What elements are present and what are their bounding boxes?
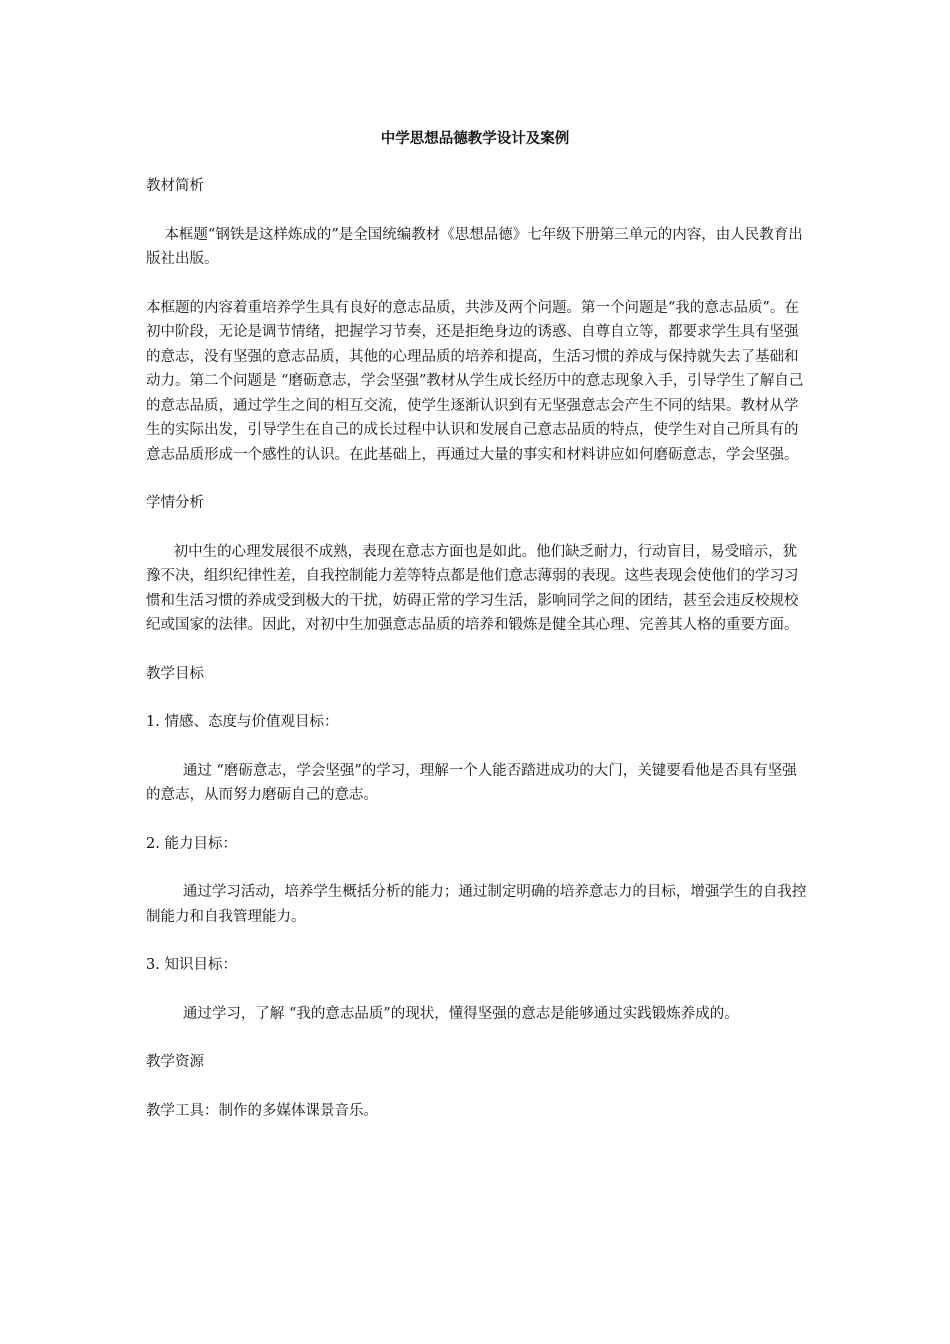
goal-3-text: 通过学习，了解 “我的意志品质”的现状，懂得坚强的意志是能够通过实践锻炼养成的。 [146, 1005, 739, 1022]
paragraph-textbook-intro: 本框题“钢铁是这样炼成的”是全国统编教材《思想品德》七年级下册第三单元的内容，由人民教育出版社出版。 [146, 226, 803, 267]
paragraph-textbook-content: 本框题的内容着重培养学生具有良好的意志品质，共涉及两个问题。第一个问题是“我的意志品质”。在初中阶段，无论是调节情绪，把握学习节奏，还是拒绝身边的诱惑、自尊自立等，都要求学生具有坚强的意志，没有坚强的意志品质，其他的心理品质的培养和提高，生活习惯的养成与保持就失去了基础和动力。第二个问题是 “磨砺意志，学会坚强”教材从学生成长经历中的意志现象入手，引导学生了解自己的意志品质，通过学生之间的相互交流，使学生逐渐认识到有无坚强意志会产生不同的结果。教材从学生的实际出发，引导学生在自己的成长过程中认识和发展自己意志品质的特点，使学生对自己所具有的意志品质形成一个感性的认识。在此基础上，再通过大量的事实和材料讲应如何磨砺意志，学会坚强。 [146, 299, 804, 463]
goal-3-label: 3. 知识目标： [146, 957, 237, 973]
section-heading-textbook-analysis: 教材简析 [146, 178, 204, 194]
section-heading-teaching-resources: 教学资源 [146, 1054, 204, 1070]
document-title: 中学思想品德教学设计及案例 [380, 131, 570, 147]
document-body [146, 174, 810, 1123]
section-heading-teaching-goals: 教学目标 [146, 665, 204, 682]
section-heading-student-analysis: 学情分析 [146, 495, 204, 511]
paragraph-student-analysis: 初中生的心理发展很不成熟，表现在意志方面也是如此。他们缺乏耐力，行动盲目，易受暗示，犹豫不决，组织纪律性差，自我控制能力差等特点都是他们意志薄弱的表现。这些表现会使他们的学习习惯和生活习惯的养成受到极大的干扰，妨碍正常的学习生活，影响同学之间的团结，甚至会违反校规校纪或国家的法律。因此，对初中生加强意志品质的培养和锻炼是健全其心理、完善其人格的重要方面。 [146, 543, 799, 633]
goal-1-label: 1. 情感、态度与价值观目标： [146, 714, 339, 730]
goal-1-text: 通过 “磨砺意志，学会坚强”的学习，理解一个人能否踏进成功的大门，关键要看他是否具有坚强的意志，从而努力磨砺自己的意志。 [146, 762, 797, 803]
paragraph-teaching-tools: 教学工具：制作的多媒体课景音乐。 [146, 1102, 378, 1119]
goal-2-text: 通过学习活动，培养学生概括分析的能力；通过制定明确的培养意志力的目标，增强学生的自我控制能力和自我管理能力。 [146, 884, 807, 925]
goal-2-label: 2. 能力目标： [146, 835, 237, 852]
